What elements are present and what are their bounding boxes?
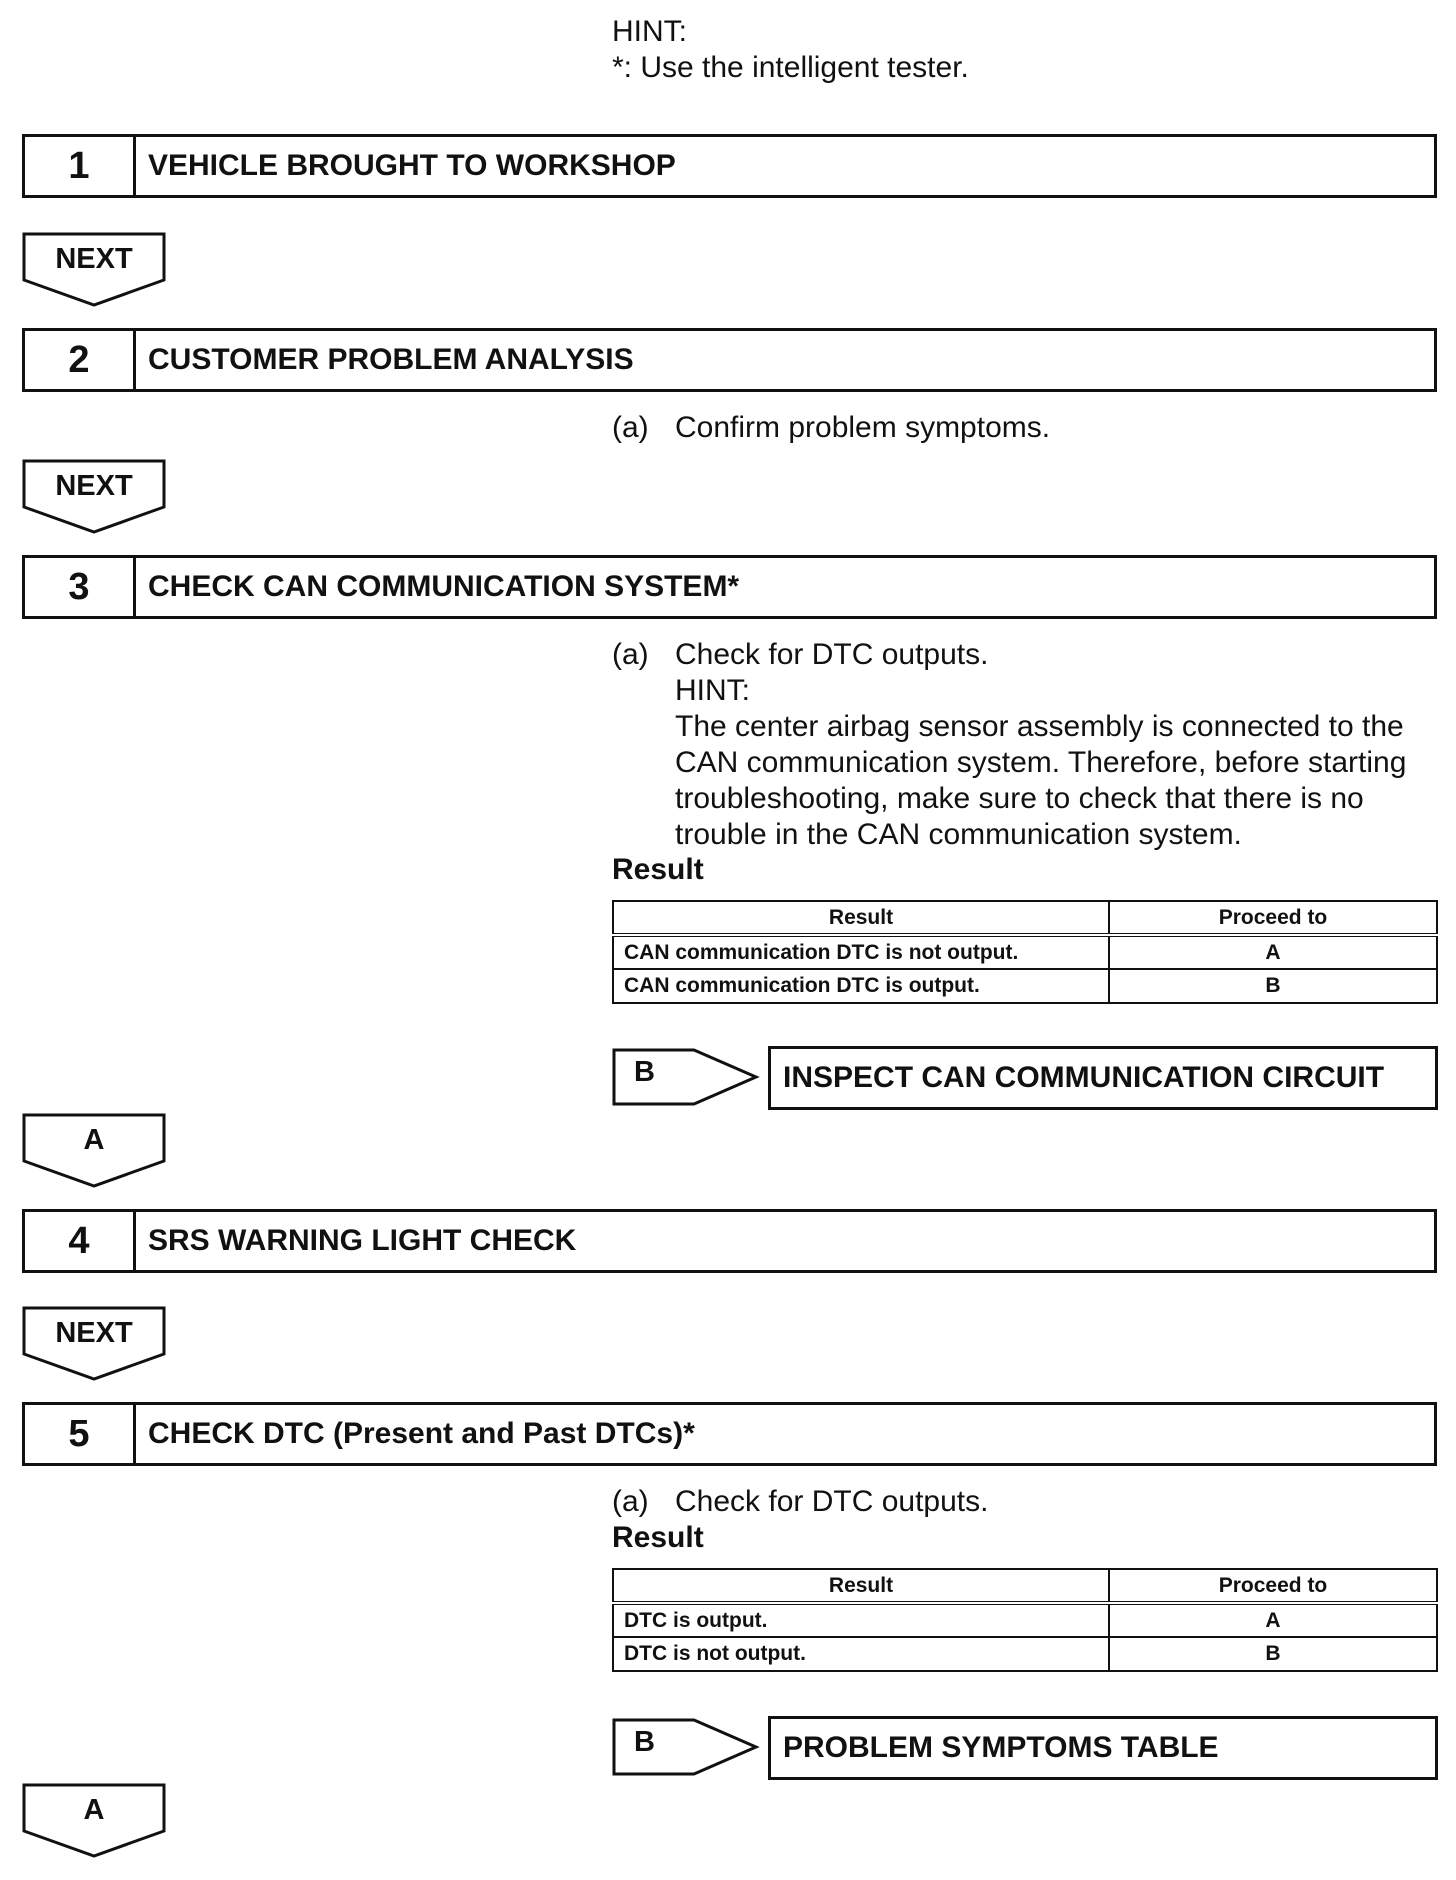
proceed-cell: A xyxy=(1109,935,1437,969)
step-title: SRS WARNING LIGHT CHECK xyxy=(148,1224,577,1257)
table-row xyxy=(613,969,1437,1003)
a-label: A xyxy=(83,1124,105,1156)
result-label: Result xyxy=(612,853,704,886)
step-2-header xyxy=(22,328,1437,392)
step-1-header xyxy=(22,134,1437,198)
next-label: NEXT xyxy=(55,243,133,275)
step-title: CHECK CAN COMMUNICATION SYSTEM* xyxy=(148,570,740,603)
table-row xyxy=(613,935,1437,969)
next-label: NEXT xyxy=(55,1317,133,1349)
branch-label: B xyxy=(634,1056,655,1088)
item-text: Check for DTC outputs. xyxy=(675,1485,989,1518)
step-number: 3 xyxy=(25,558,136,616)
step-number: 2 xyxy=(25,331,136,389)
next-arrow-2 xyxy=(22,459,166,535)
table-header-row xyxy=(613,1569,1437,1603)
item-marker: (a) xyxy=(612,1485,649,1518)
column-header-result: Result xyxy=(613,901,1109,935)
branch-destination: PROBLEM SYMPTOMS TABLE xyxy=(768,1716,1438,1780)
branch-label: B xyxy=(634,1726,655,1758)
column-header-proceed-to: Proceed to xyxy=(1109,901,1437,935)
column-header-proceed-to: Proceed to xyxy=(1109,1569,1437,1603)
hint-label: HINT: xyxy=(612,15,687,48)
step-number: 1 xyxy=(25,137,136,195)
column-header-result: Result xyxy=(613,1569,1109,1603)
proceed-cell: A xyxy=(1109,1603,1437,1637)
result-cell: CAN communication DTC is output. xyxy=(613,969,1109,1003)
proceed-cell: B xyxy=(1109,1637,1437,1671)
a-label: A xyxy=(83,1794,105,1826)
step-title: CHECK DTC (Present and Past DTCs)* xyxy=(148,1417,695,1450)
item-marker: (a) xyxy=(612,638,649,671)
item-text: Check for DTC outputs. xyxy=(675,638,989,671)
table-header-row xyxy=(613,901,1437,935)
a-arrow-1 xyxy=(22,1113,166,1189)
item-marker: (a) xyxy=(612,411,649,444)
step-3-result-table xyxy=(612,900,1438,1004)
table-row xyxy=(613,1637,1437,1671)
step-number: 4 xyxy=(25,1212,136,1270)
a-arrow-2 xyxy=(22,1783,166,1859)
step-3-header xyxy=(22,555,1437,619)
step-5-branch-b xyxy=(612,1716,1438,1780)
step-number: 5 xyxy=(25,1405,136,1463)
step-title: CUSTOMER PROBLEM ANALYSIS xyxy=(148,343,634,376)
hint-text: *: Use the intelligent tester. xyxy=(612,51,969,84)
next-label: NEXT xyxy=(55,470,133,502)
step-title: VEHICLE BROUGHT TO WORKSHOP xyxy=(148,149,676,182)
step-3-branch-b xyxy=(612,1046,1438,1110)
proceed-cell: B xyxy=(1109,969,1437,1003)
step-5-result-table xyxy=(612,1568,1438,1672)
step-4-header xyxy=(22,1209,1437,1273)
result-cell: CAN communication DTC is not output. xyxy=(613,935,1109,969)
result-label: Result xyxy=(612,1521,704,1554)
result-cell: DTC is not output. xyxy=(613,1637,1109,1671)
result-cell: DTC is output. xyxy=(613,1603,1109,1637)
step-5-header xyxy=(22,1402,1437,1466)
item-text: Confirm problem symptoms. xyxy=(675,411,1051,444)
next-arrow-3 xyxy=(22,1306,166,1382)
branch-destination: INSPECT CAN COMMUNICATION CIRCUIT xyxy=(768,1046,1438,1110)
next-arrow-1 xyxy=(22,232,166,308)
table-row xyxy=(613,1603,1437,1637)
